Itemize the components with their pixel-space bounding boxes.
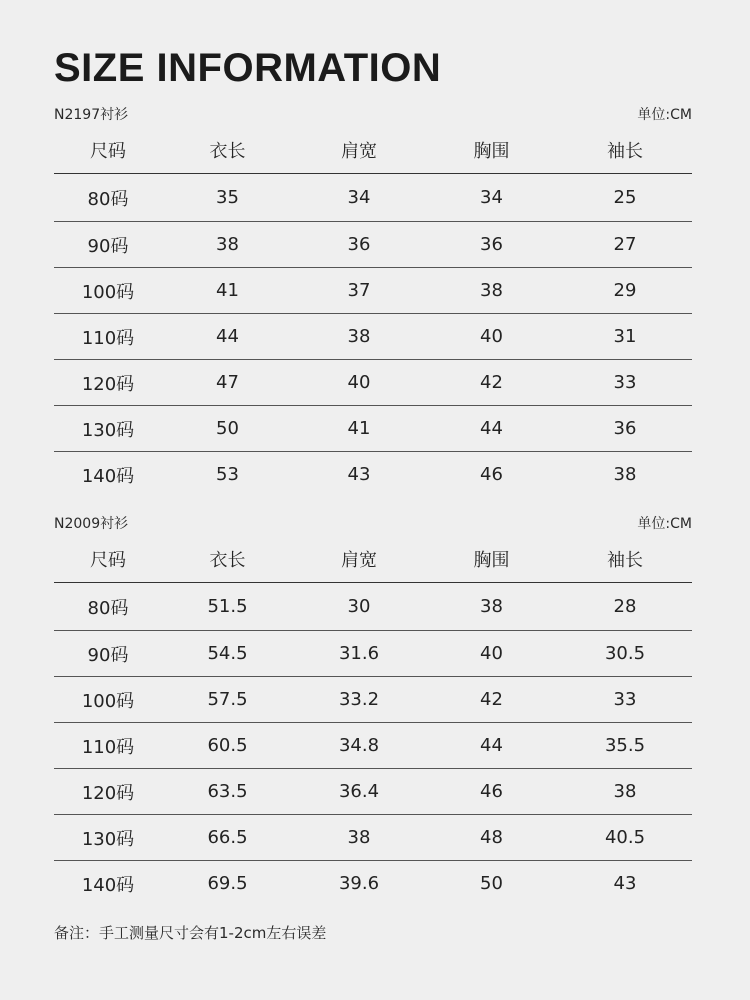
cell-shoulder: 38 <box>293 314 425 360</box>
cell-sleeve: 36 <box>558 406 692 452</box>
table-row <box>54 815 692 861</box>
cell-shoulder: 34.8 <box>293 723 425 769</box>
header-length: 衣长 <box>162 126 293 174</box>
cell-chest: 48 <box>425 815 558 861</box>
page-title: SIZE INFORMATION <box>54 46 442 90</box>
cell-sleeve: 38 <box>558 769 692 815</box>
cell-shoulder: 43 <box>347 464 371 485</box>
cell-chest: 38 <box>425 268 558 314</box>
cell-size: 90码 <box>54 222 162 268</box>
cell-shoulder: 33.2 <box>293 677 425 723</box>
cell-sleeve: 27 <box>558 222 692 268</box>
cell-chest: 46 <box>425 769 558 815</box>
table-header-row <box>54 535 692 583</box>
product-code: N2009衬衫 <box>54 516 129 532</box>
table-row <box>54 268 692 314</box>
cell-size: 120码 <box>54 769 162 815</box>
cell-chest: 36 <box>425 222 558 268</box>
cell-length: 50 <box>162 406 293 452</box>
cell-sleeve: 40.5 <box>558 815 692 861</box>
cell-length: 63.5 <box>162 769 293 815</box>
header-sleeve: 袖长 <box>558 126 692 174</box>
table-row <box>54 314 692 360</box>
header-chest: 胸围 <box>425 535 558 583</box>
cell-chest: 40 <box>425 631 558 677</box>
cell-size: 140码 <box>81 465 135 487</box>
size-table <box>54 535 692 906</box>
cell-length: 44 <box>162 314 293 360</box>
table-row <box>54 452 692 498</box>
cell-shoulder: 38 <box>293 815 425 861</box>
header-chest: 胸围 <box>425 126 558 174</box>
cell-shoulder: 37 <box>293 268 425 314</box>
size-table <box>54 126 692 497</box>
header-size: 尺码 <box>54 126 162 174</box>
table-row <box>54 631 692 677</box>
cell-sleeve: 29 <box>558 268 692 314</box>
product-code: N2197衬衫 <box>54 107 129 123</box>
cell-sleeve: 35.5 <box>558 723 692 769</box>
table-meta-row <box>54 513 692 535</box>
cell-length: 53 <box>216 464 239 485</box>
table-row <box>54 677 692 723</box>
table-row <box>54 222 692 268</box>
cell-size: 130码 <box>54 406 162 452</box>
cell-shoulder: 31.6 <box>293 631 425 677</box>
cell-size: 100码 <box>54 677 162 723</box>
cell-size: 110码 <box>54 314 162 360</box>
table-row <box>54 360 692 406</box>
cell-length: 66.5 <box>162 815 293 861</box>
cell-sleeve: 25 <box>558 174 692 222</box>
table-row <box>54 583 692 631</box>
cell-length: 60.5 <box>162 723 293 769</box>
cell-sleeve: 31 <box>558 314 692 360</box>
size-table-section-2 <box>54 513 692 906</box>
cell-length: 51.5 <box>162 583 293 631</box>
table-meta-row <box>54 104 692 126</box>
cell-chest: 42 <box>425 677 558 723</box>
cell-length: 41 <box>162 268 293 314</box>
table-row <box>54 723 692 769</box>
cell-size: 100码 <box>54 268 162 314</box>
cell-size: 120码 <box>54 360 162 406</box>
header-length: 衣长 <box>162 535 293 583</box>
cell-shoulder: 36.4 <box>293 769 425 815</box>
cell-size: 140码 <box>81 874 135 896</box>
cell-shoulder: 36 <box>293 222 425 268</box>
cell-size: 130码 <box>54 815 162 861</box>
unit-label: 单位:CM <box>637 107 692 123</box>
header-sleeve: 袖长 <box>558 535 692 583</box>
cell-length: 54.5 <box>162 631 293 677</box>
header-shoulder: 肩宽 <box>293 126 425 174</box>
cell-size: 80码 <box>54 583 162 631</box>
cell-chest: 44 <box>425 406 558 452</box>
cell-length: 35 <box>162 174 293 222</box>
cell-length: 47 <box>162 360 293 406</box>
cell-size: 80码 <box>54 174 162 222</box>
cell-chest: 38 <box>425 583 558 631</box>
cell-chest: 50 <box>480 873 503 894</box>
cell-chest: 40 <box>425 314 558 360</box>
cell-sleeve: 28 <box>558 583 692 631</box>
cell-shoulder: 41 <box>293 406 425 452</box>
table-row <box>54 174 692 222</box>
cell-chest: 34 <box>425 174 558 222</box>
cell-size: 90码 <box>54 631 162 677</box>
cell-shoulder: 30 <box>293 583 425 631</box>
cell-sleeve: 33 <box>558 360 692 406</box>
cell-shoulder: 39.6 <box>338 873 380 894</box>
cell-length: 69.5 <box>207 873 248 894</box>
cell-length: 38 <box>162 222 293 268</box>
unit-label: 单位:CM <box>637 516 692 532</box>
cell-sleeve: 43 <box>613 873 637 894</box>
header-size: 尺码 <box>54 535 162 583</box>
cell-sleeve: 30.5 <box>558 631 692 677</box>
cell-length: 57.5 <box>162 677 293 723</box>
cell-chest: 46 <box>480 464 503 485</box>
cell-shoulder: 34 <box>293 174 425 222</box>
cell-shoulder: 40 <box>293 360 425 406</box>
cell-size: 110码 <box>54 723 162 769</box>
table-row <box>54 406 692 452</box>
header-shoulder: 肩宽 <box>293 535 425 583</box>
cell-sleeve: 33 <box>558 677 692 723</box>
cell-chest: 44 <box>425 723 558 769</box>
cell-chest: 42 <box>425 360 558 406</box>
cell-sleeve: 38 <box>613 464 637 485</box>
table-row <box>54 769 692 815</box>
size-table-section-1 <box>54 104 692 497</box>
table-row <box>54 861 692 907</box>
footnote: 备注：手工测量尺寸会有1-2cm左右误差 <box>54 924 327 942</box>
table-header-row <box>54 126 692 174</box>
